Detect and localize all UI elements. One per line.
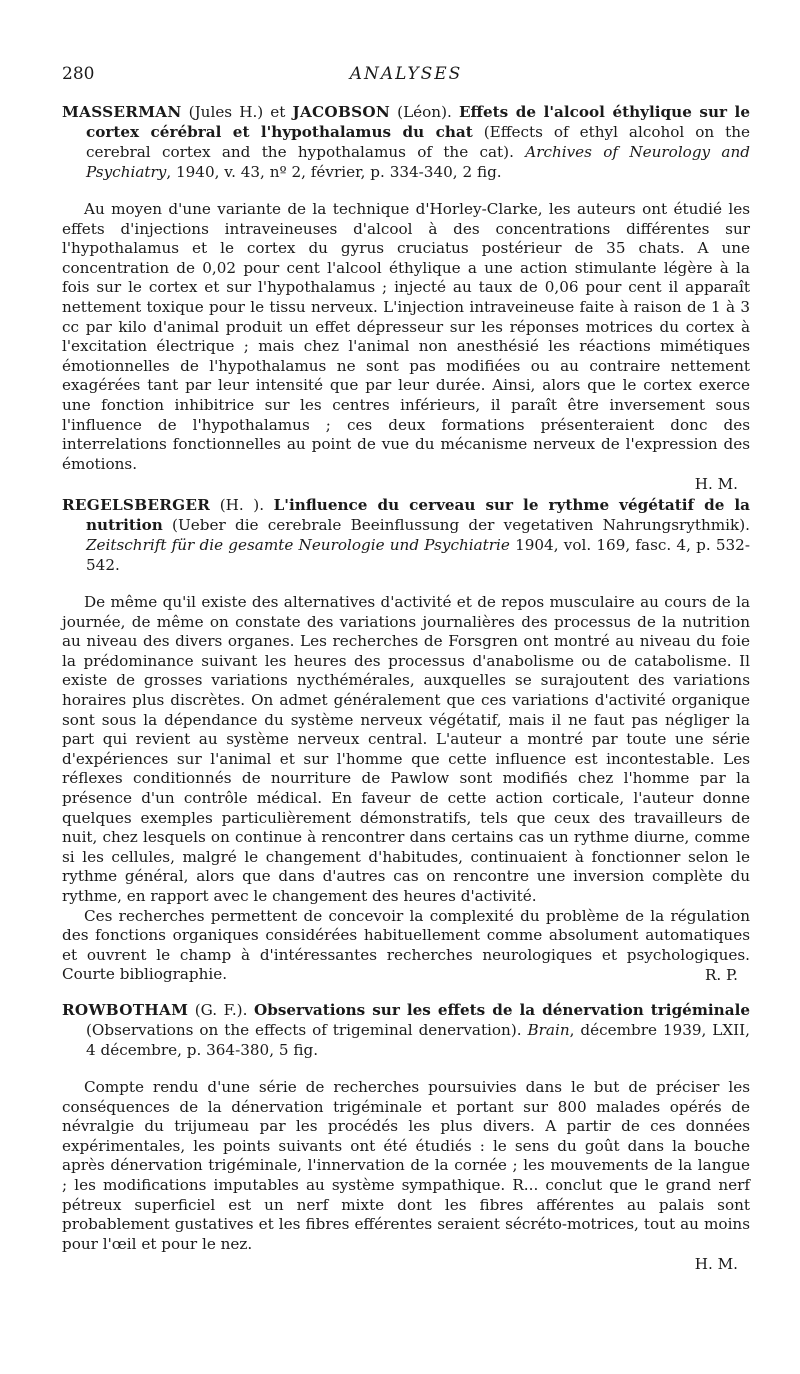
author-name: REGELSBERGER	[62, 496, 211, 514]
reviewer-signature: H. M.	[694, 1255, 738, 1274]
bibliographic-reference	[62, 102, 750, 182]
abstract-paragraph: De même qu'il existe des alternatives d'activité et de repos musculaire au cours de la journée, de même on constate des variations journalières des processus de la nutrition au niveau des divers organes. Les recherches de Forsgren ont montré au niveau du foie la prédominance suivant les heures des processus d'anabolisme ou de catabolisme. Il existe de grosses variations nycthémérales, auxquelles se surajoutent des variations horaires plus discrètes. On admet généralement que ces variations d'activité organique sont sous la dépendance du système nerveux végétatif, mais il ne faut pas négliger la part qui revient au système nerveux central. L'auteur a montré par toute une série d'expériences sur l'animal et sur l'homme que cette influence est incontestable. Les réflexes conditionnés de nourriture de Pawlow sont modifiés chez l'homme par la présence d'un contrôle médical. En faveur de cette action corticale, l'auteur donne quelques exemples particulièrement démonstratifs, tels que ceux des travailleurs de nuit, chez lesquels on continue à rencontrer dans certains cas un rythme diurne, comme si les cellules, malgré le changement d'habitudes, continuaient à fonctionner selon le rythme général, alors que dans d'autres cas on rencontre une inversion complète du rythme, en rapport avec le changement des heures d'activité.	[62, 593, 750, 905]
author-initials: (Jules H.) et	[181, 103, 293, 121]
reviewer-signature: R. P.	[704, 965, 738, 984]
analysis-entry	[62, 1000, 750, 1274]
page-header	[62, 64, 750, 88]
bibliographic-reference	[62, 495, 750, 575]
abstract-text	[62, 1078, 750, 1254]
original-title: (Observations on the effects of trigeminal denervation).	[86, 1021, 528, 1039]
original-title: (Effects of ethyl alcohol on the cerebral cortex and the hypothalamus of the cat).	[86, 123, 751, 161]
page-number: 280	[62, 64, 95, 84]
citation-details: , 1940, v. 43, nº 2, février, p. 334-340, 2 fig.	[166, 163, 502, 181]
abstract-paragraph: Compte rendu d'une série de recherches poursuivies dans le but de préciser les conséquences de la dénervation trigéminale et portant sur 800 malades opérés de névralgie du trijumeau par les procédés les plus divers. A partir de ces données expérimentales, les points suivants ont été étudiés : le sens du goût dans la bouche après dénervation trigéminale, l'innervation de la cornée ; les mouvements de la langue ; les modifications imputables au système sympathique. R... conclut que le grand nerf pétreux superficiel est un nerf mixte dont les fibres afférentes au palais sont probablement gustatives et les fibres efférentes seraient sécréto-motrices, tout au moins pour l'œil et pour le nez.	[62, 1078, 750, 1253]
author-initials: (G. F.).	[188, 1001, 254, 1019]
abstract-text	[62, 200, 750, 474]
coauthor-name: JACOBSON	[292, 103, 391, 121]
abstract-text	[62, 593, 750, 985]
author-name: ROWBOTHAM	[62, 1001, 189, 1019]
article-title: Effets de l'alcool éthylique sur le cortex cérébral et l'hypothalamus du chat	[86, 103, 750, 141]
analysis-entry	[62, 495, 750, 985]
author-initials: (H. ).	[210, 496, 274, 514]
coauthor-initials: (Léon).	[390, 103, 459, 121]
bibliographic-reference	[62, 1000, 750, 1060]
article-title: L'influence du cerveau sur le rythme végétatif de la nutrition	[86, 496, 751, 534]
citation-details: , décembre 1939, LXII, 4 décembre, p. 364-380, 5 fig.	[86, 1021, 751, 1059]
author-name: MASSERMAN	[62, 103, 182, 121]
citation-details: 1904, vol. 169, fasc. 4, p. 532-542.	[86, 536, 750, 574]
journal-name: Brain	[527, 1021, 570, 1039]
original-title: (Ueber die cerebrale Beeinflussung der vegetativen Nahrungsrythmik).	[162, 516, 750, 534]
journal-name: Zeitschrift für die gesamte Neurologie und Psychiatrie	[86, 536, 510, 554]
abstract-paragraph: Ces recherches permettent de concevoir la complexité du problème de la régulation des fonctions organiques considérées habituellement comme absolument automatiques et ouvrent le champ à d'intéressantes recherches neurologiques et psychologiques. Courte bibliographie.	[62, 906, 750, 984]
article-title: Observations sur les effets de la dénervation trigéminale	[253, 1001, 751, 1019]
analysis-entry	[62, 102, 750, 494]
reviewer-signature: H. M.	[694, 475, 738, 494]
abstract-paragraph: Au moyen d'une variante de la technique d'Horley-Clarke, les auteurs ont étudié les effets d'injections intraveineuses d'alcool à des concentrations différentes sur l'hypothalamus et le cortex du gyrus cruciatus postérieur de 35 chats. A une concentration de 0,02 pour cent l'alcool éthylique a une action stimulante légère à la fois sur le cortex et sur l'hypothalamus ; injecté au taux de 0,06 pour cent il apparaît nettement toxique pour le tissu nerveux. L'injection intraveineuse faite à raison de 1 à 3 cc par kilo d'animal produit un effet dépresseur sur les réponses motrices du cortex à l'excitation électrique ; mais chez l'animal non anesthésié les réactions mimétiques émotionnelles de l'hypothalamus ne sont pas modifiées ou au contraire nettement exagérées tant par leur intensité que par leur durée. Ainsi, alors que le cortex exerce une fonction inhibitrice sur les centres inférieurs, il paraît être inversement sous l'influence de l'hypothalamus ; ces deux formations présenteraient donc des interrelations fonctionnelles au point de vue du mécanisme nerveux de l'expression des émotions.	[62, 200, 750, 473]
running-head: ANALYSES	[349, 64, 463, 84]
journal-name: Archives of Neurology and Psychiatry	[86, 143, 750, 181]
